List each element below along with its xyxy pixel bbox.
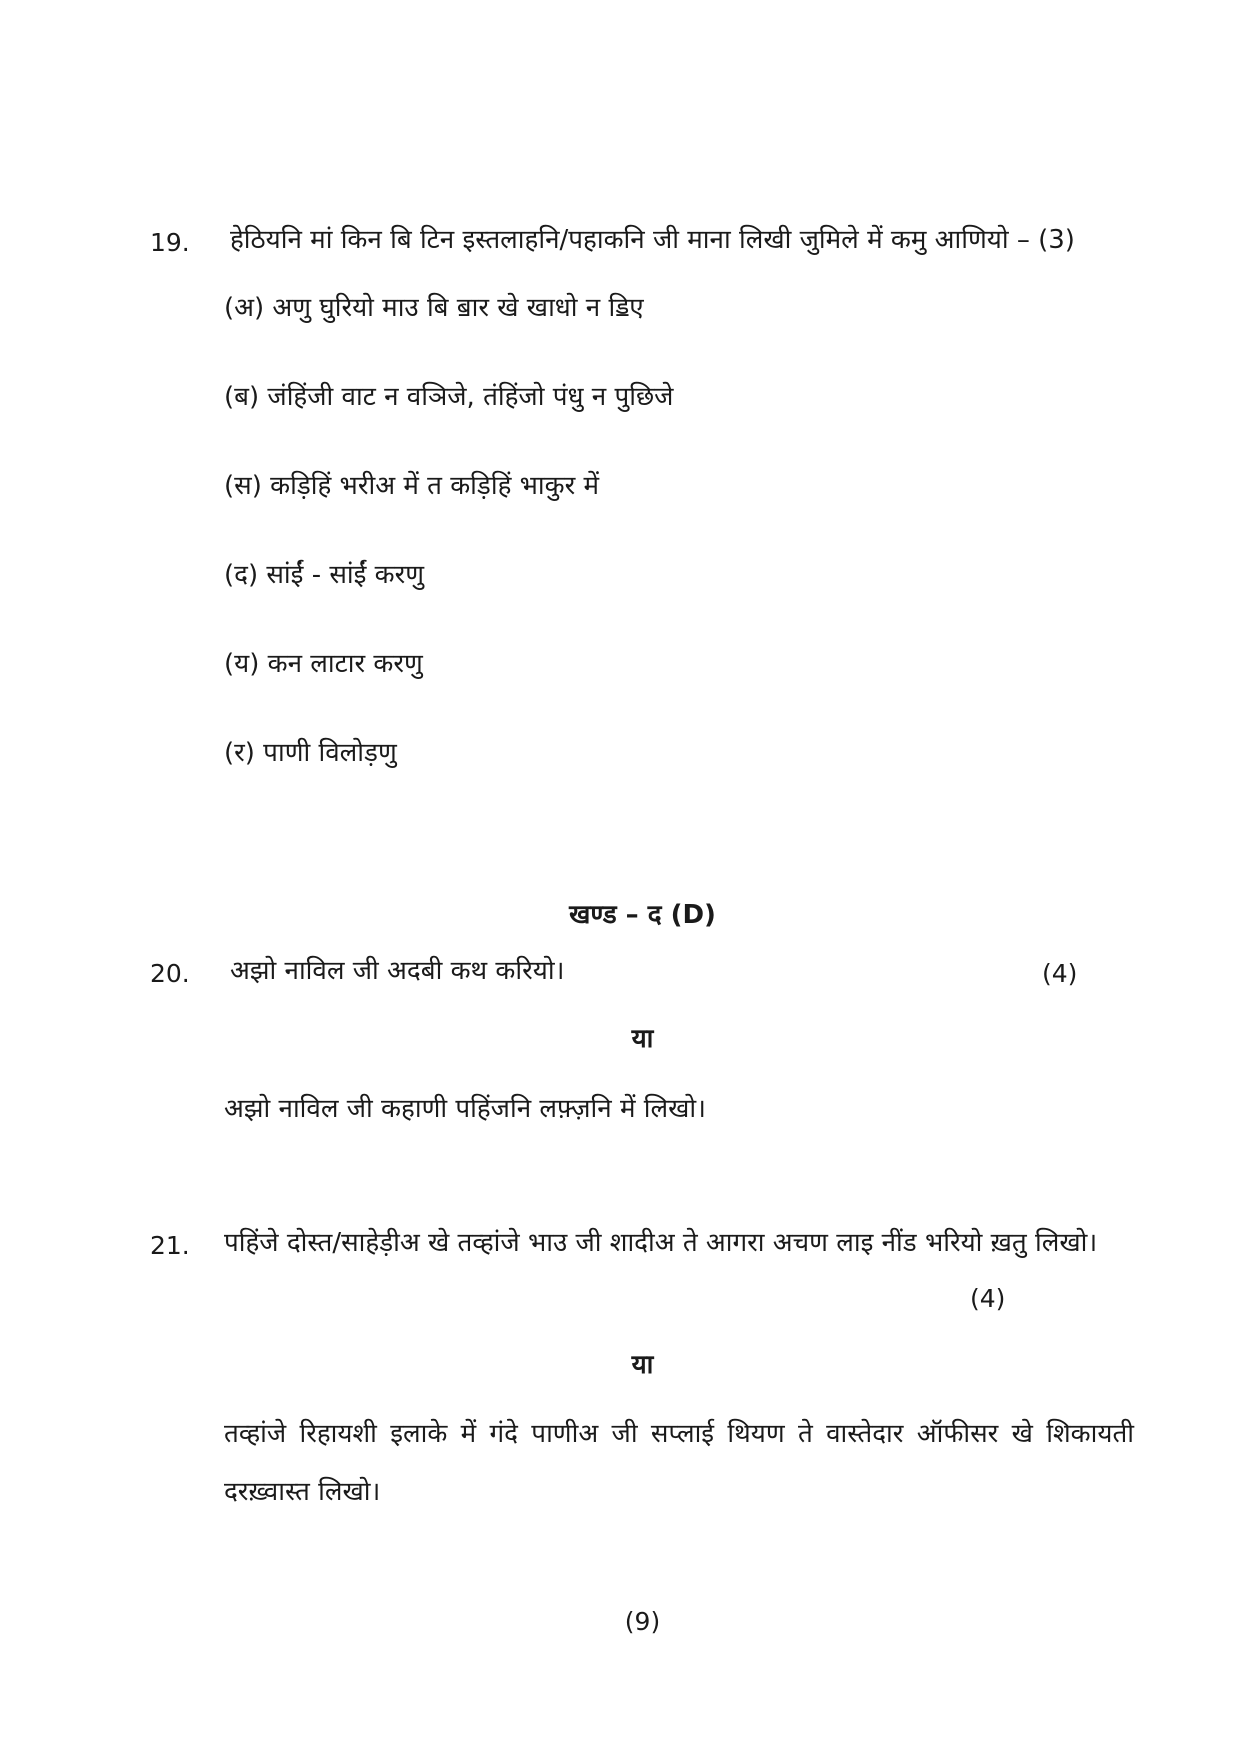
question-20-number: 20. — [150, 959, 190, 988]
section-heading: खण्ड – द (D) — [569, 900, 716, 930]
page-number: (9) — [624, 1607, 661, 1636]
question-19-option-d: (द) सांईं - सांईं करणु — [224, 560, 425, 590]
question-19-option-e: (य) कन लाटार करणु — [224, 649, 423, 679]
question-21-or: या — [631, 1350, 654, 1380]
question-20-text: अझो नाविल जी अदबी कथ करियो। — [230, 956, 565, 986]
question-20-or: या — [631, 1024, 654, 1054]
question-21-alt-text: तव्हांजे रिहायशी इलाके में गंदे पाणीअ जी सप्लाई थियण ते वास्तेदार ऑफीसर खे शिकायती दरख़्वास्त लिखो। — [224, 1419, 1134, 1507]
question-21-number: 21. — [150, 1231, 190, 1260]
question-19-option-a: (अ) अणु घुरियो माउ बि ॿार खे खाधो न ॾिए — [224, 293, 644, 323]
question-19-option-b: (ब) जंहिंजी वाट न वञिजे, तंहिंजो पंधु न पुछिजे — [224, 382, 674, 412]
question-19-option-f: (र) पाणी विलोड़णु — [224, 738, 397, 768]
question-20-alt-text: अझो नाविल जी कहाणी पहिंजनि लफ़्ज़नि में लिखो। — [224, 1094, 707, 1124]
question-21-marks: (4) — [970, 1284, 1006, 1313]
question-19-number: 19. — [150, 228, 190, 257]
question-19-text: हेठियनि मां किन बि टिन इस्तलाहनि/पहाकनि जी माना लिखी जुमिले में कमु आणियो – (3) — [230, 225, 1075, 255]
question-19-option-c: (स) कड़िहिं भरीअ में त कड़िहिं भाकुर में — [224, 471, 600, 501]
question-21-text: पहिंजे दोस्त/साहेड़ीअ खे तव्हांजे भाउ जी शादीअ ते आगरा अचण लाइ नींड भरियो ख़तु लिखो। — [224, 1228, 1098, 1258]
question-20-marks: (4) — [1042, 959, 1078, 988]
